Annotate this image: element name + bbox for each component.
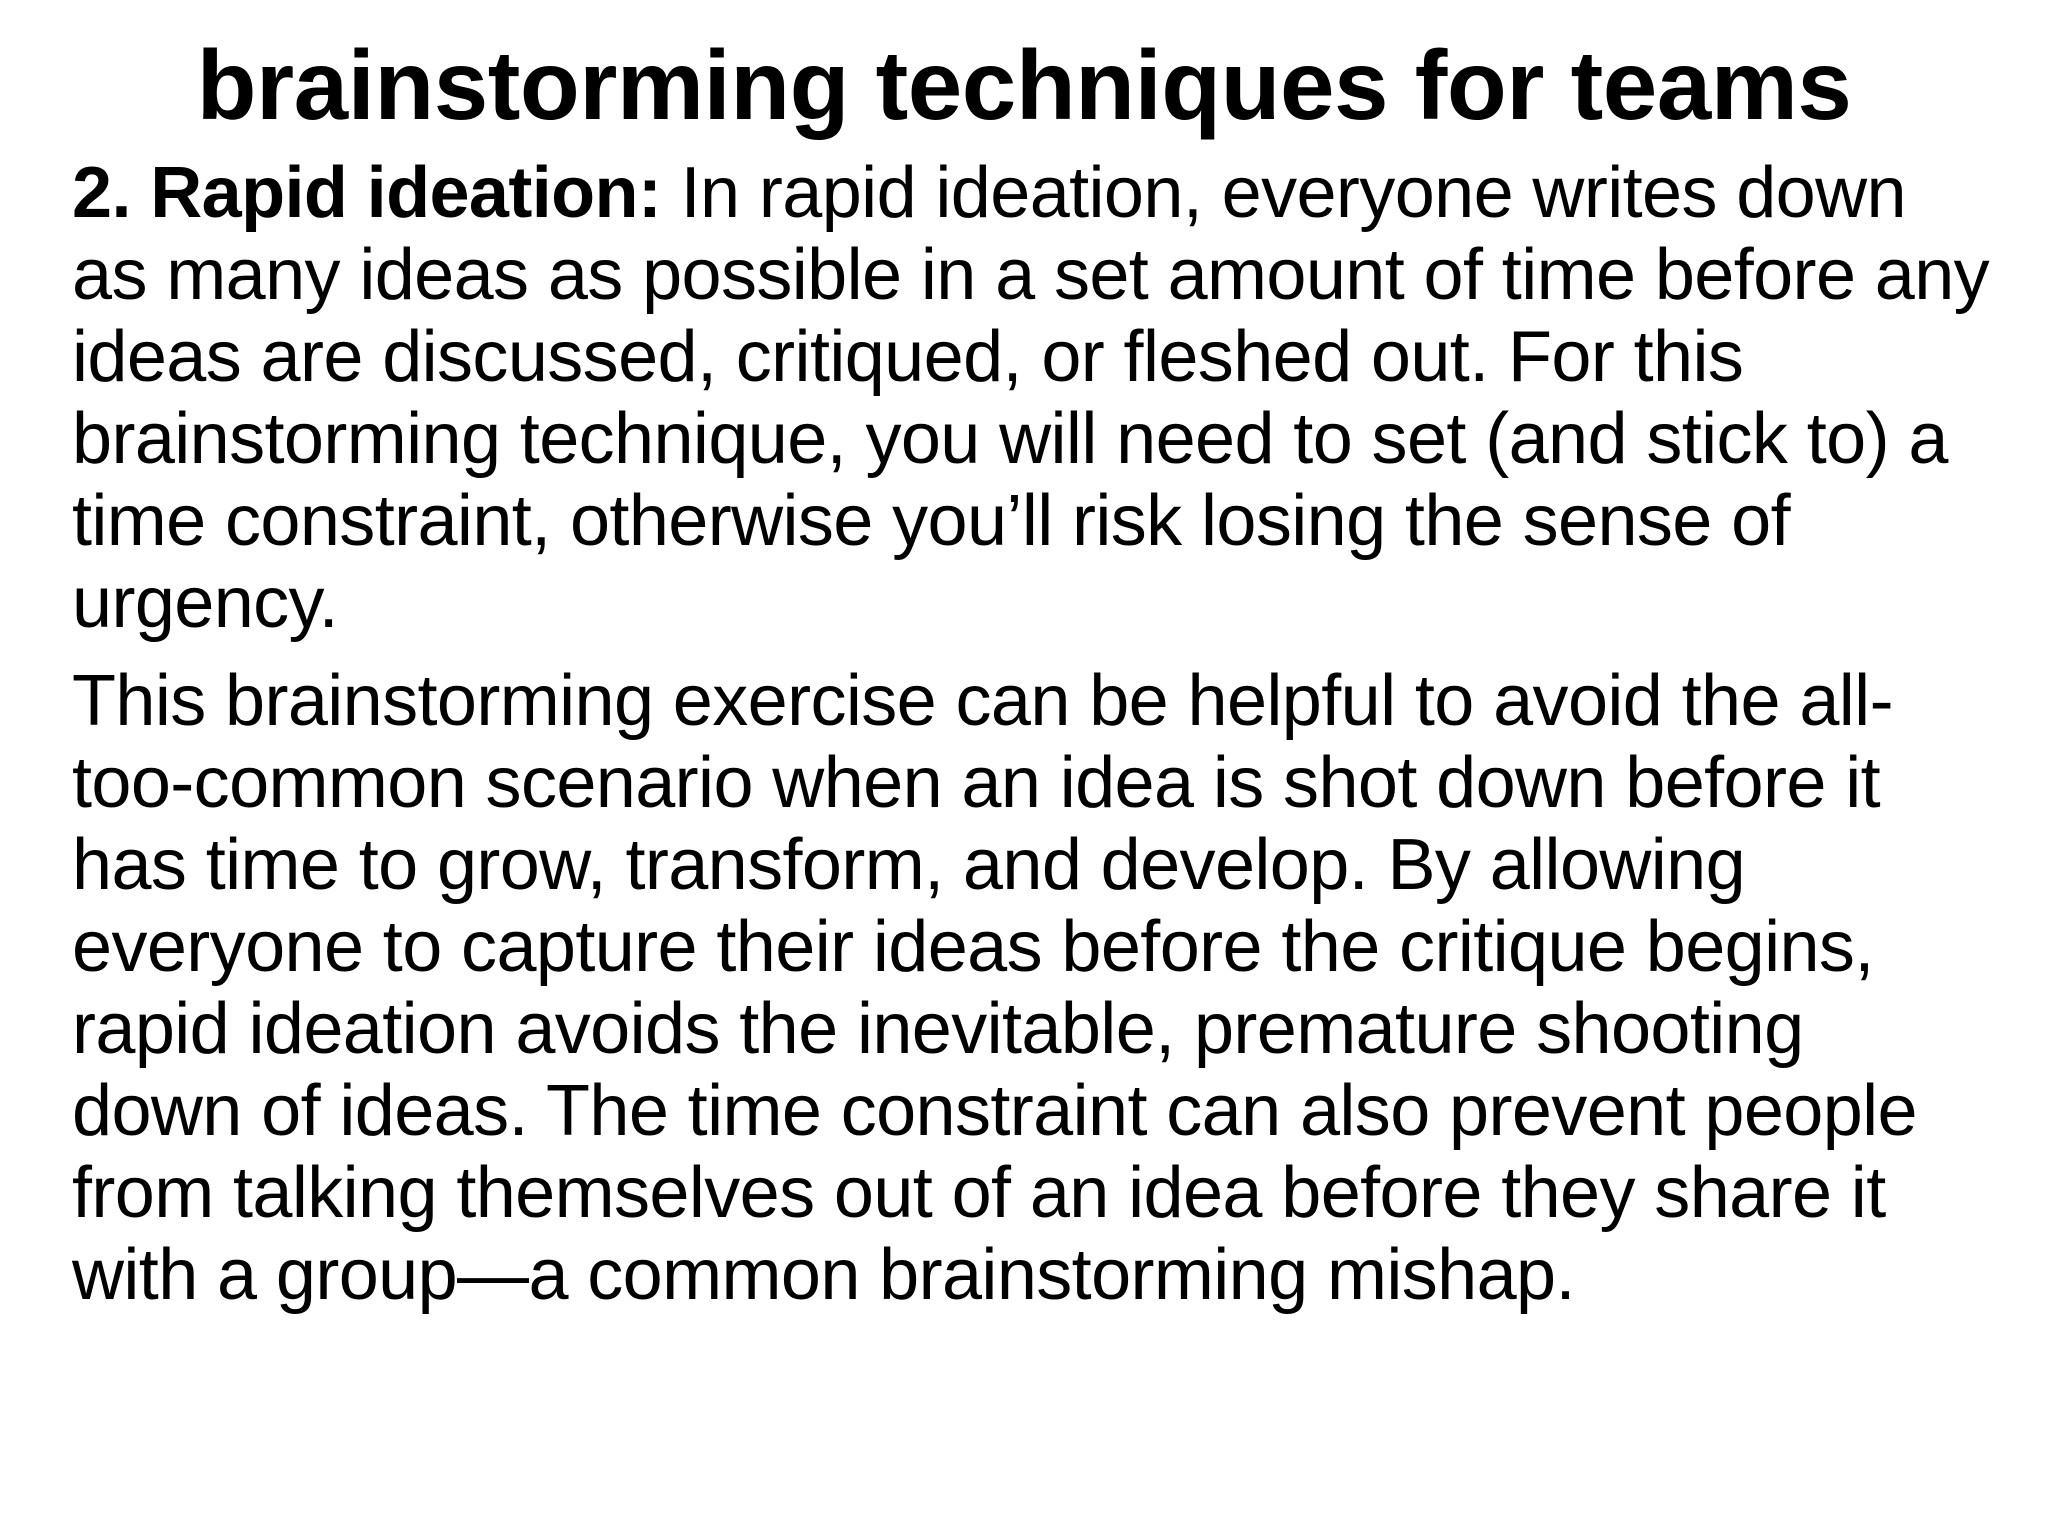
slide-body xyxy=(72,152,1992,1316)
paragraph-benefits: This brainstorming exercise can be helpful to avoid the all-too-common scenario when an idea is shot down before it has time to grow, transform, and develop. By allowing everyone to capture their ideas before the critique begins, rapid ideation avoids the inevitable, premature shooting down of ideas. The time constraint can also prevent people from talking themselves out of an idea before they share it with a group—a common brainstorming mishap. xyxy=(72,661,1918,1315)
technique-description: In rapid ideation, everyone writes down as many ideas as possible in a set amount of time before any ideas are discussed, critiqued, or fleshed out. For this brainstorming technique, you will need to set (and stick to) a time constraint, otherwise you’ll risk losing the sense of urgency. xyxy=(72,153,1990,643)
technique-term: 2. Rapid ideation: xyxy=(72,153,662,233)
paragraph-rapid-ideation xyxy=(72,152,1992,644)
slide-title: brainstorming techniques for teams xyxy=(196,30,1852,140)
